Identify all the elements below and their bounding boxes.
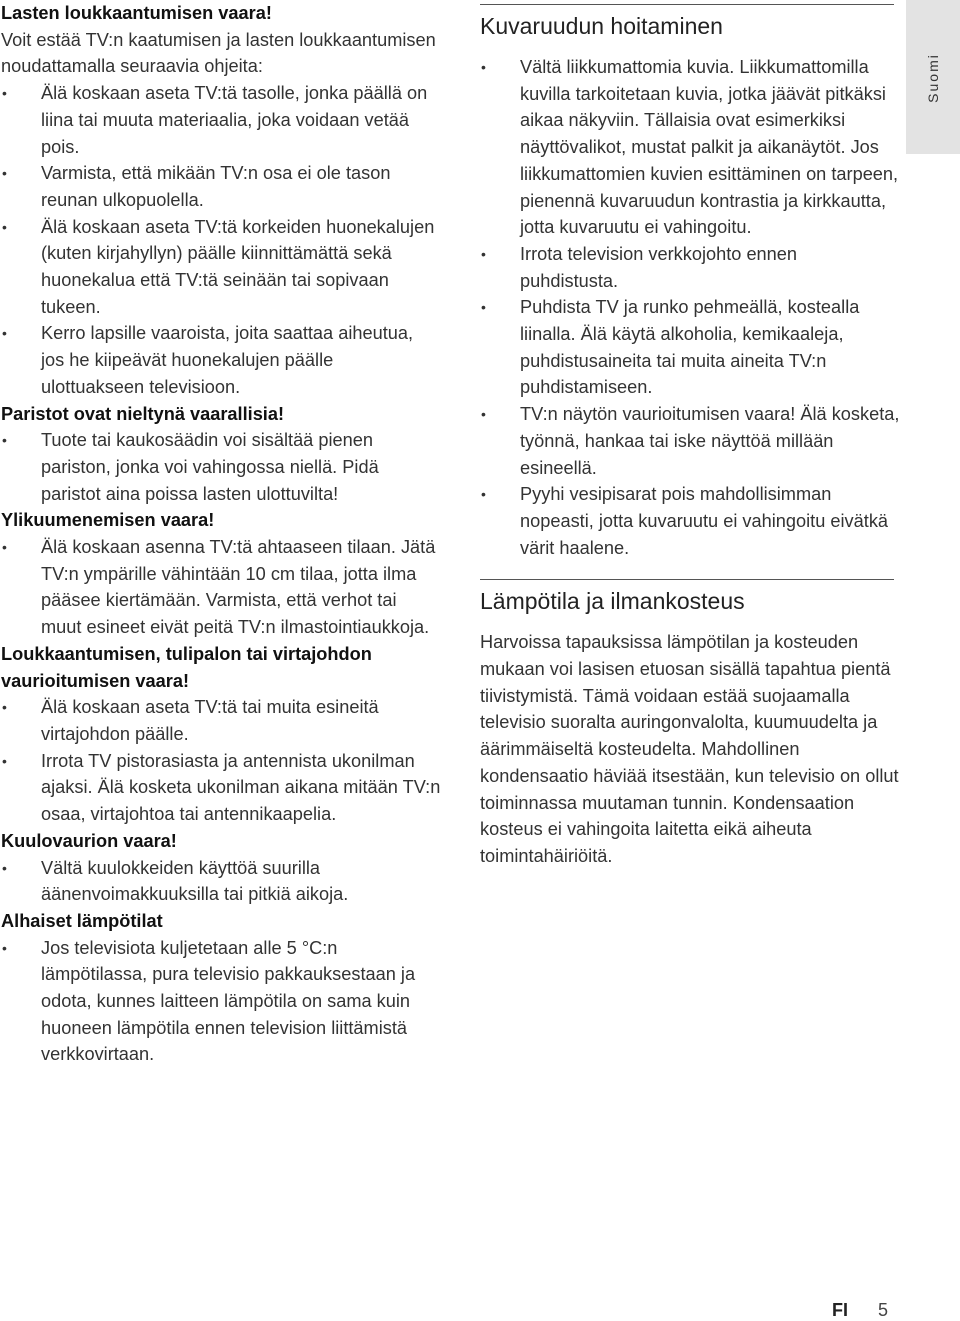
section-heading-fire-cord: Loukkaantumisen, tulipalon tai virtajohdon vaurioitumisen vaara!	[1, 643, 372, 691]
list-item: • Vältä kuulokkeiden käyttöä suurilla äänenvoimakkuuksilla tai pitkiä aikoja.	[1, 855, 441, 908]
bullet-list-low-temperature	[1, 935, 441, 1069]
list-item: • Älä koskaan aseta TV:tä tasolle, jonka päällä on liina tai muuta materiaalia, joka voidaan vetää pois.	[1, 80, 441, 160]
list-item: • Tuote tai kaukosäädin voi sisältää pienen pariston, jonka voi vahingossa niellä. Pidä paristot aina poissa lasten ulottuvilta!	[1, 427, 441, 507]
section-heading-low-temperature: Alhaiset lämpötilat	[1, 910, 163, 931]
list-item: • Puhdista TV ja runko pehmeällä, kostealla liinalla. Älä käytä alkoholia, kemikaaleja, puhdistusaineita tai muita aineita TV:n puhdistamiseen.	[480, 294, 900, 401]
spacer	[480, 561, 900, 579]
temperature-humidity-paragraph: Harvoissa tapauksissa lämpötilan ja kosteuden mukaan voi lasisen etuosan sisällä tapahtua pientä tiivistymistä. Tämä voidaan estää suojaamalla televisio suoralta auringonvalolta, kuumuudelta ja äärimmäiseltä kosteudelta. Mahdollinen kondensaatio häviää itsestään, kun televisio on ollut toiminnassa muutaman tunnin. Kondensaation kosteus ei vahingoita laitetta eikä aiheuta toimintahäiriöitä.	[480, 632, 899, 866]
list-item: • Älä koskaan aseta TV:tä korkeiden huonekalujen (kuten kirjahyllyn) päälle kiinnittämättä sekä huonekalua että TV:tä seinään tai sopivaan tukeen.	[1, 214, 441, 321]
list-item: • Irrota TV pistorasiasta ja antennista ukonilman ajaksi. Älä kosketa ukonilman aikana mitään TV:n osaa, virtajohtoa tai antennikaapelia.	[1, 748, 441, 828]
bullet-list-overheating	[1, 534, 441, 641]
intro-paragraph: Voit estää TV:n kaatumisen ja lasten loukkaantumisen noudattamalla seuraavia ohjeita:	[1, 29, 436, 77]
bullet-list-hearing	[1, 855, 441, 908]
section-title-temperature-humidity: Lämpötila ja ilmankosteus	[480, 579, 894, 616]
page-number: 5	[878, 1300, 889, 1320]
list-item: • Älä koskaan asenna TV:tä ahtaaseen tilaan. Jätä TV:n ympärille vähintään 10 cm tilaa, jotta ilma pääsee kiertämään. Varmista, että verhot tai muut esineet eivät peitä TV:n ilmastointiaukkoja.	[1, 534, 441, 641]
section-heading-hearing: Kuulovaurion vaara!	[1, 830, 177, 851]
list-item: • TV:n näytön vaurioitumisen vaara! Älä kosketa, työnnä, hankaa tai iske näyttöä millään esineellä.	[480, 401, 900, 481]
list-item: • Älä koskaan aseta TV:tä tai muita esineitä virtajohdon päälle.	[1, 694, 441, 747]
bullet-list-fire-cord	[1, 694, 441, 828]
list-item: • Vältä liikkumattomia kuvia. Liikkumattomilla kuvilla tarkoitetaan kuvia, jotka jäävät pitkäksi aikaa näkyviin. Tällaisia ovat esimerkiksi näyttövalikot, mustat palkit ja aikanäytöt. Jos liikkumattomien kuvien esittäminen on tarpeen, pienennä kuvaruudun kontrastia ja kirkkautta, jotta kuvaruutu ei vahingoitu.	[480, 54, 900, 241]
language-tab-label: Suomi	[925, 53, 941, 103]
footer-language-code: FI	[832, 1300, 848, 1320]
list-item: • Pyyhi vesipisarat pois mahdollisimman nopeasti, jotta kuvaruutu ei vahingoitu eivätkä värit haalene.	[480, 481, 900, 561]
page-footer	[832, 1300, 888, 1321]
right-column	[480, 0, 900, 870]
list-item: • Jos televisiota kuljetetaan alle 5 °C:n lämpötilassa, pura televisio pakkauksestaan ja odota, kunnes laitteen lämpötila on sama kuin huoneen lämpötila ennen television liittämistä verkkovirtaan.	[1, 935, 441, 1069]
section-heading-overheating: Ylikuumenemisen vaara!	[1, 510, 215, 531]
section-heading-child-injury: Lasten loukkaantumisen vaara!	[1, 3, 272, 23]
list-item: • Varmista, että mikään TV:n osa ei ole tason reunan ulkopuolella.	[1, 160, 441, 213]
section-heading-batteries: Paristot ovat nieltynä vaarallisia!	[1, 403, 285, 424]
list-item: • Irrota television verkkojohto ennen puhdistusta.	[480, 241, 900, 294]
left-column	[1, 0, 441, 1068]
bullet-list-batteries	[1, 427, 441, 507]
section-title-screen-care: Kuvaruudun hoitaminen	[480, 4, 894, 41]
bullet-list-screen-care	[480, 54, 900, 561]
list-item: • Kerro lapsille vaaroista, joita saattaa aiheutua, jos he kiipeävät huonekalujen päälle ulottuakseen televisioon.	[1, 320, 441, 400]
language-side-tab	[906, 0, 960, 154]
bullet-list-child-injury	[1, 80, 441, 400]
